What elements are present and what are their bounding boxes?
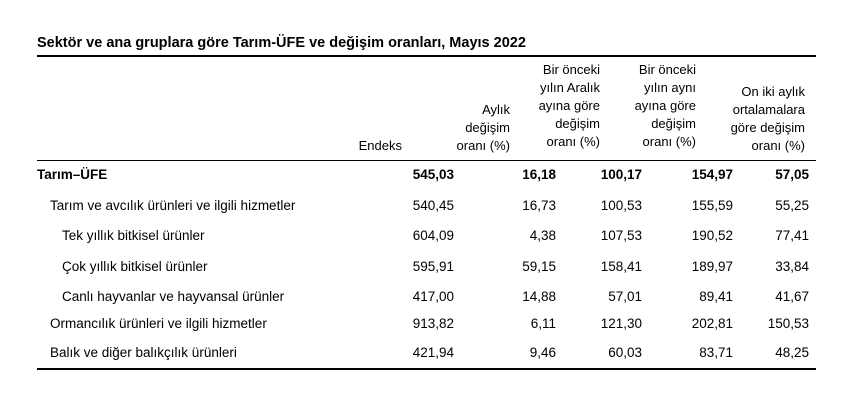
cell-aralik: 107,53 [600,228,642,243]
cell-endeks: 913,82 [412,316,454,331]
table-row [37,228,816,252]
table-title: Sektör ve ana gruplara göre Tarım-ÜFE ve değişim oranları, Mayıs 2022 [37,35,526,51]
cell-yillik: 155,59 [691,198,733,213]
cell-oniki: 150,53 [767,316,809,331]
cell-oniki: 55,25 [775,198,809,213]
row-label: Ormancılık ürünleri ve ilgili hizmetler [50,316,267,331]
cell-aylik: 16,73 [522,198,556,213]
cell-aylik: 59,15 [522,259,556,274]
cell-aylik: 14,88 [522,289,556,304]
header-aylik: Aylık değişim oranı (%) [456,102,510,153]
table-row [37,198,816,222]
cell-yillik: 189,97 [691,259,733,274]
header-rule [37,160,816,161]
row-label: Canlı hayvanlar ve hayvansal ürünler [62,289,285,304]
row-label: Çok yıllık bitkisel ürünler [62,259,208,274]
cell-yillik: 202,81 [691,316,733,331]
table-row [37,289,816,313]
header-endeks: Endeks [358,138,402,153]
header-yillik: Bir önceki yılın aynı ayına göre değişim oranı (%) [634,62,696,149]
cell-aylik: 9,46 [529,345,556,360]
cell-aylik: 4,38 [529,228,556,243]
cell-yillik: 83,71 [699,345,733,360]
table-row [37,259,816,283]
header-oniki: On iki aylık ortalamalara göre değişim oranı (%) [730,84,805,153]
cell-aralik: 158,41 [600,259,642,274]
table-row [37,316,816,340]
cell-endeks: 545,03 [412,167,454,182]
cell-oniki: 48,25 [775,345,809,360]
cell-aralik: 100,53 [600,198,642,213]
cell-aralik: 57,01 [608,289,642,304]
cell-aralik: 121,30 [600,316,642,331]
row-label: Balık ve diğer balıkçılık ürünleri [50,345,237,360]
cell-endeks: 540,45 [412,198,454,213]
cell-yillik: 190,52 [691,228,733,243]
cell-endeks: 604,09 [412,228,454,243]
cell-endeks: 417,00 [412,289,454,304]
bottom-rule [37,368,816,370]
cell-aylik: 6,11 [530,316,556,331]
row-label: Tarım–ÜFE [37,167,108,182]
row-label: Tarım ve avcılık ürünleri ve ilgili hizmetler [50,198,296,213]
cell-endeks: 595,91 [412,259,454,274]
cell-yillik: 154,97 [691,167,733,182]
header-aralik: Bir önceki yılın Aralık ayına göre değişim oranı (%) [538,62,600,149]
table-row [37,167,816,191]
cell-endeks: 421,94 [412,345,454,360]
cell-aralik: 60,03 [608,345,642,360]
cell-oniki: 33,84 [775,259,809,274]
cell-oniki: 41,67 [775,289,809,304]
row-label: Tek yıllık bitkisel ürünler [62,228,205,243]
cell-oniki: 77,41 [775,228,809,243]
table-row [37,345,816,369]
cell-aralik: 100,17 [600,167,642,182]
top-rule [37,55,816,57]
cell-oniki: 57,05 [775,167,809,182]
cell-aylik: 16,18 [522,167,556,182]
cell-yillik: 89,41 [699,289,733,304]
